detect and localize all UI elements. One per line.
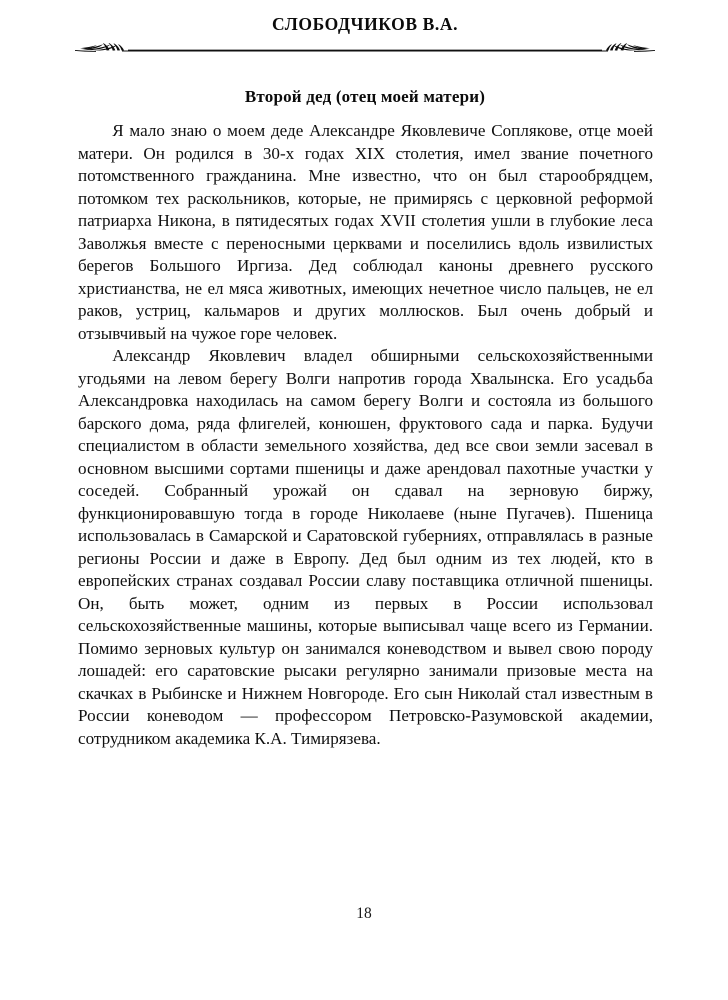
page-number: 18 (356, 905, 372, 922)
paragraph: Я мало знаю о моем деде Александре Яковлевиче Соплякове, отце моей матери. Он родился в 30-х годах XIX столетия, имел звание почетного потомственного гражданина. Мне известно, что он был старообрядцем, потомком тех раскольников, которые, не примирясь с церковной реформой патриарха Никона, в пятидесятых годах XVII столетия ушли в глубокие леса Заволжья вместе с переносными церквами и поселились вдоль извилистых берегов Большого Иргиза. Дед соблюдал каноны древнего русского христианства, не ел мяса животных, имеющих нечетное число пальцев, не ел раков, устриц, кальмаров и других моллюсков. Был очень добрый и отзывчивый на чужое горе человек. (78, 121, 653, 343)
paragraph: Александр Яковлевич владел обширными сельскохозяйственными угодьями на левом берегу Волги напротив города Хвалынска. Его усадьба Александровка находилась на самом берегу Волги и состояла из большого барского дома, ряда флигелей, конюшен, фруктового сада и парка. Будучи специалистом в области земельного хозяйства, дед все свои земли засевал в основном высшими сортами пшеницы и даже арендовал пахотные участки у соседей. Собранный урожай он сдавал на зерновую биржу, функционировавшую тогда в городе Николаеве (ныне Пугачев). Пшеница использовалась в Самарской и Саратовской губерниях, отправлялась в разные регионы России и даже в Европу. Дед был одним из тех людей, кто в европейских странах создавал России славу поставщика отличной пшеницы. Он, быть может, одним из первых в России использовал сельскохозяйственные машины, которые выписывал чаще всего из Германии. Помимо зерновых культур он занимался коневодством и вывел свою породу лошадей: его саратовские рысаки регулярно занимали призовые места на скачках в Рыбинске и Нижнем Новгороде. Его сын Николай стал известным в России коневодом — профессором Петровско-Разумовской академии, сотрудником академика К.А. Тимирязева. (78, 346, 653, 748)
body-text (78, 120, 653, 750)
fan-ornament-left (75, 43, 124, 52)
rule-line (122, 50, 608, 51)
fan-ornament-right (606, 43, 655, 52)
header-ornamental-rule (72, 38, 658, 54)
section-title: Второй дед (отец моей матери) (244, 87, 486, 107)
running-head-text: СЛОБОДЧИКОВ В.А. (271, 14, 459, 34)
running-head (78, 14, 652, 35)
